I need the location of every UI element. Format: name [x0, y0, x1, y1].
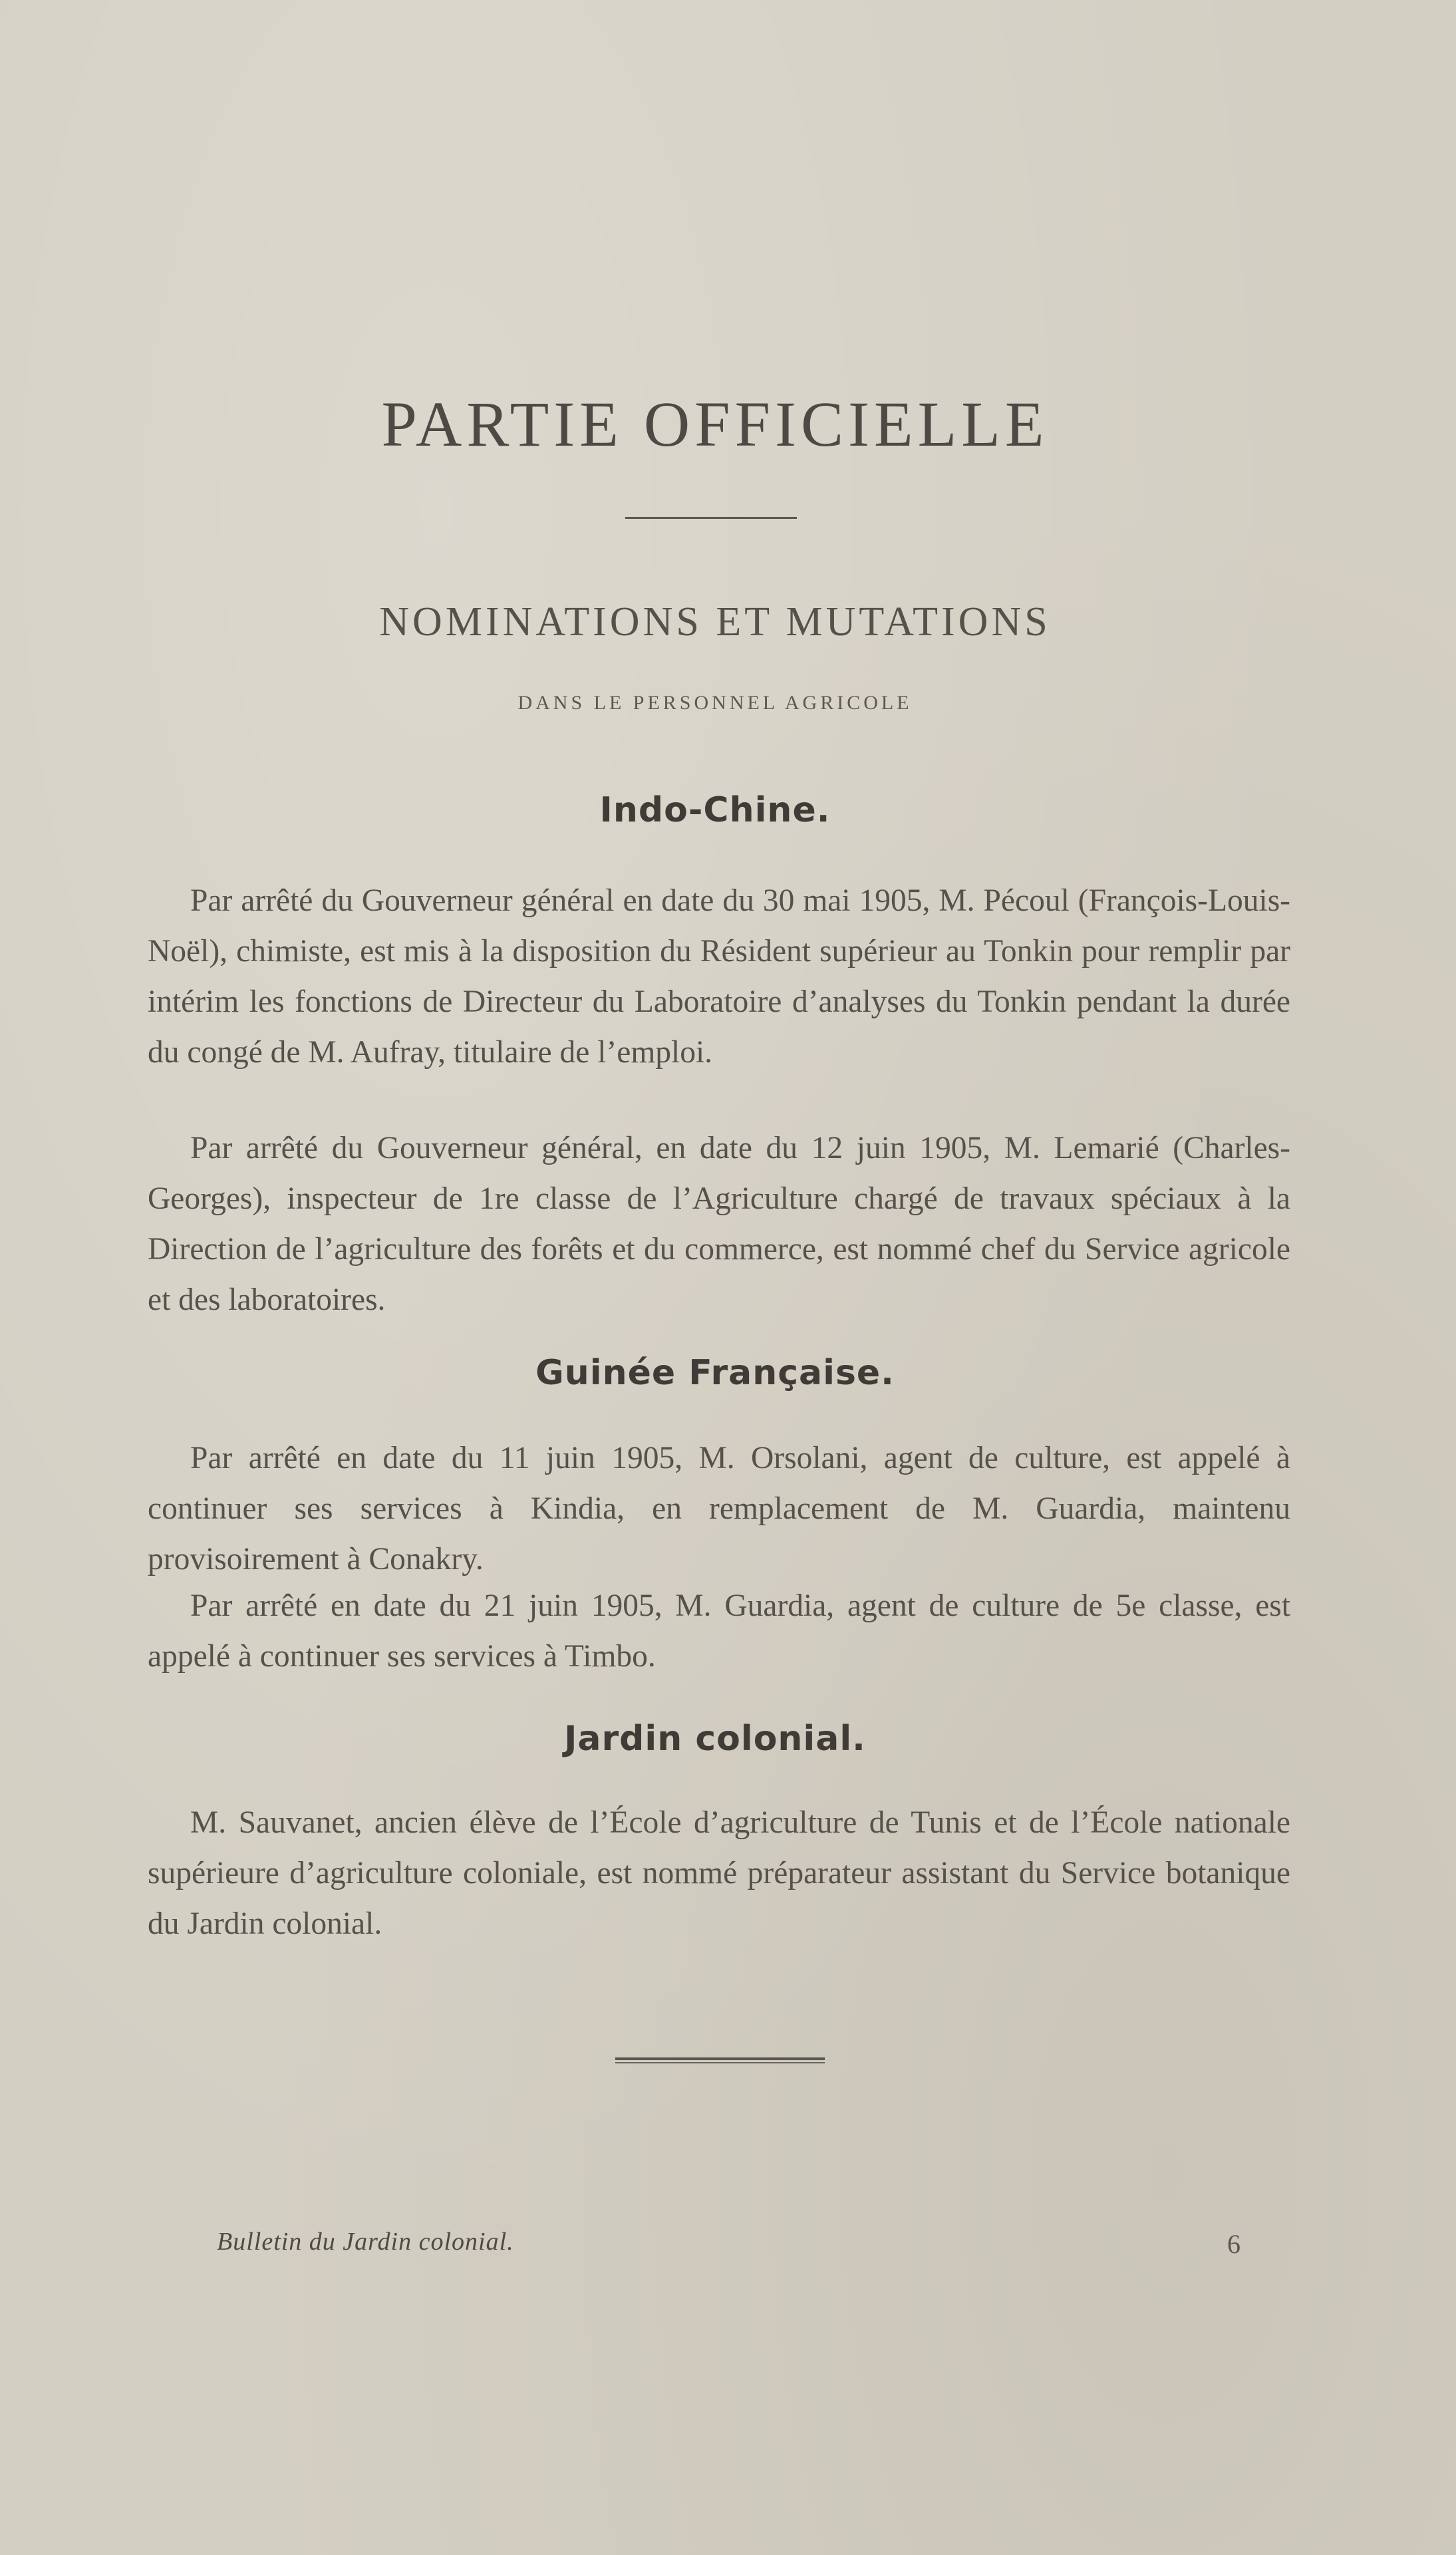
- paragraph-indo-chine-1: Par arrêté du Gouverneur général en date du 30 mai 1905, M. Pécoul (François-Louis-Noël), chimiste, est mis à la disposition du Résident supérieur au Tonkin pour remplir par intérim les fonctions de Directeur du Laboratoire d’analyses du Tonkin pendant la durée du congé de M. Aufray, titulaire de l’emploi.: [148, 883, 1290, 1070]
- paragraph-jardin-colonial: M. Sauvanet, ancien élève de l’École d’agriculture de Tunis et de l’École nationale supérieure d’agriculture coloniale, est nommé préparateur assistant du Service botanique du Jardin colonial.: [148, 1805, 1290, 1941]
- heading-jardin-colonial: Jardin colonial.: [564, 1719, 866, 1759]
- paragraph-guinee-1: Par arrêté en date du 11 juin 1905, M. Orsolani, agent de culture, est appelé à continuer ses services à Kindia, en remplacement de M. Guardia, maintenu provisoirement à Conakry.: [148, 1441, 1290, 1577]
- paragraph-indo-chine-2: Par arrêté du Gouverneur général, en date du 12 juin 1905, M. Lemarié (Charles-Georges), inspecteur de 1re classe de l’Agriculture chargé de travaux spéciaux à la Direction de l’agriculture des forêts et du commerce, est nommé chef du Service agricole et des laboratoires.: [148, 1131, 1290, 1317]
- closing-rule-thin: [615, 2062, 825, 2063]
- section-title: NOMINATIONS ET MUTATIONS: [379, 599, 1051, 645]
- heading-indo-chine: Indo-Chine.: [599, 790, 831, 830]
- page-title: PARTIE OFFICIELLE: [381, 388, 1049, 460]
- title-rule: [625, 517, 797, 519]
- section-subtitle: DANS LE PERSONNEL AGRICOLE: [517, 692, 913, 714]
- footer-signature-mark: 6: [1227, 2229, 1240, 2259]
- paragraph-guinee-2: Par arrêté en date du 21 juin 1905, M. Guardia, agent de culture de 5e classe, est appelé à continuer ses services à Timbo.: [148, 1588, 1290, 1674]
- heading-guinee-francaise: Guinée Française.: [535, 1353, 895, 1393]
- closing-rule: [615, 2057, 825, 2060]
- footer-publication: Bulletin du Jardin colonial.: [217, 2228, 514, 2256]
